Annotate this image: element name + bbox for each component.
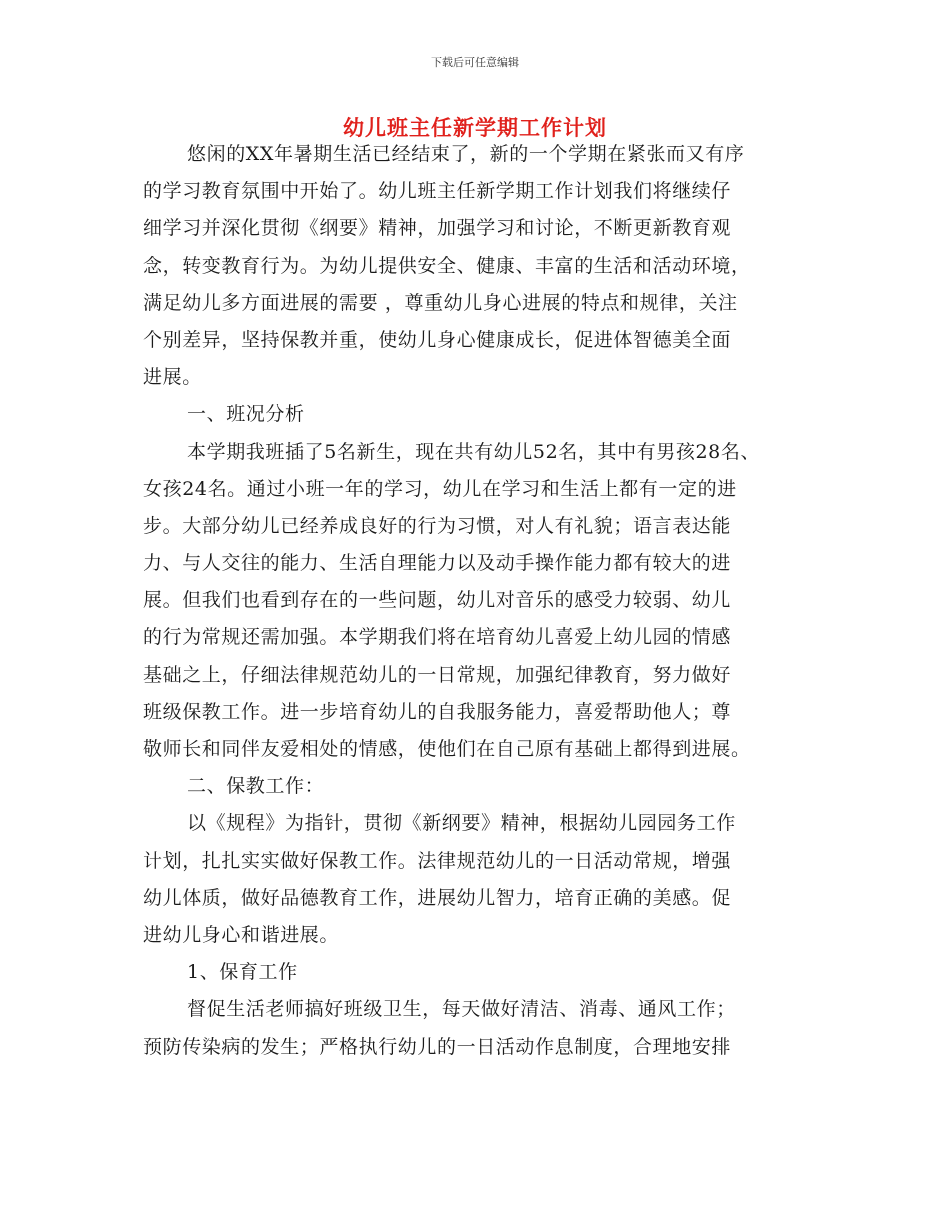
text-line: 个别差异，坚持保教并重，使幼儿身心健康成长，促进体智德美全面 xyxy=(143,328,732,351)
text-line: 进幼儿身心和谐进展。 xyxy=(143,923,340,946)
text-line: 步。大部分幼儿已经养成良好的行为习惯，对人有礼貌；语言表达能 xyxy=(143,514,732,537)
text-line: 1、保育工作 xyxy=(187,961,298,984)
text-line: 基础之上，仔细法律规范幼儿的一日常规，加强纪律教育，努力做好 xyxy=(143,663,732,686)
text-line: 预防传染病的发生；严格执行幼儿的一日活动作息制度，合理地安排 xyxy=(143,1035,732,1058)
text-line: 一、班况分析 xyxy=(187,403,305,426)
text-line: 女孩24名。通过小班一年的学习，幼儿在学习和生活上都有一定的进 xyxy=(143,477,737,500)
text-line: 力、与人交往的能力、生活自理能力以及动手操作能力都有较大的进 xyxy=(143,552,732,575)
text-line: 展。但我们也看到存在的一些问题，幼儿对音乐的感受力较弱、幼儿 xyxy=(143,589,732,612)
text-line: 念，转变教育行为。为幼儿提供安全、健康、丰富的生活和活动环境， xyxy=(143,254,751,277)
text-line: 敬师长和同伴友爱相处的情感，使他们在自己原有基础上都得到进展。 xyxy=(143,738,751,760)
text-line: 悠闲的XX年暑期生活已经结束了，新的一个学期在紧张而又有序 xyxy=(187,143,745,165)
text-line: 二、保教工作： xyxy=(187,775,325,798)
text-line: 幼儿体质，做好品德教育工作，进展幼儿智力，培育正确的美感。促 xyxy=(143,886,732,909)
text-line: 班级保教工作。进一步培育幼儿的自我服务能力，喜爱帮助他人；尊 xyxy=(143,700,732,723)
text-line: 满足幼儿多方面进展的需要 ，尊重幼儿身心进展的特点和规律，关注 xyxy=(143,291,738,314)
document-body xyxy=(143,136,833,1066)
text-line: 细学习并深化贯彻《纲要》精神，加强学习和讨论，不断更新教育观 xyxy=(143,217,732,240)
text-line: 以《规程》为指针，贯彻《新纲要》精神，根据幼儿园园务工作 xyxy=(187,812,736,835)
text-line: 进展。 xyxy=(143,366,202,389)
header-note: 下载后可任意编辑 xyxy=(431,56,519,69)
document-title: 幼儿班主任新学期工作计划 xyxy=(343,116,607,140)
text-line: 督促生活老师搞好班级卫生，每天做好清洁、消毒、通风工作； xyxy=(187,998,736,1021)
text-line: 的学习教育氛围中开始了。幼儿班主任新学期工作计划我们将继续仔 xyxy=(143,180,732,203)
text-line: 计划，扎扎实实做好保教工作。法律规范幼儿的一日活动常规，增强 xyxy=(143,849,732,872)
text-line: 的行为常规还需加强。本学期我们将在培育幼儿喜爱上幼儿园的情感 xyxy=(143,626,732,649)
text-line: 本学期我班插了5名新生，现在共有幼儿52名，其中有男孩28名、 xyxy=(187,440,761,463)
